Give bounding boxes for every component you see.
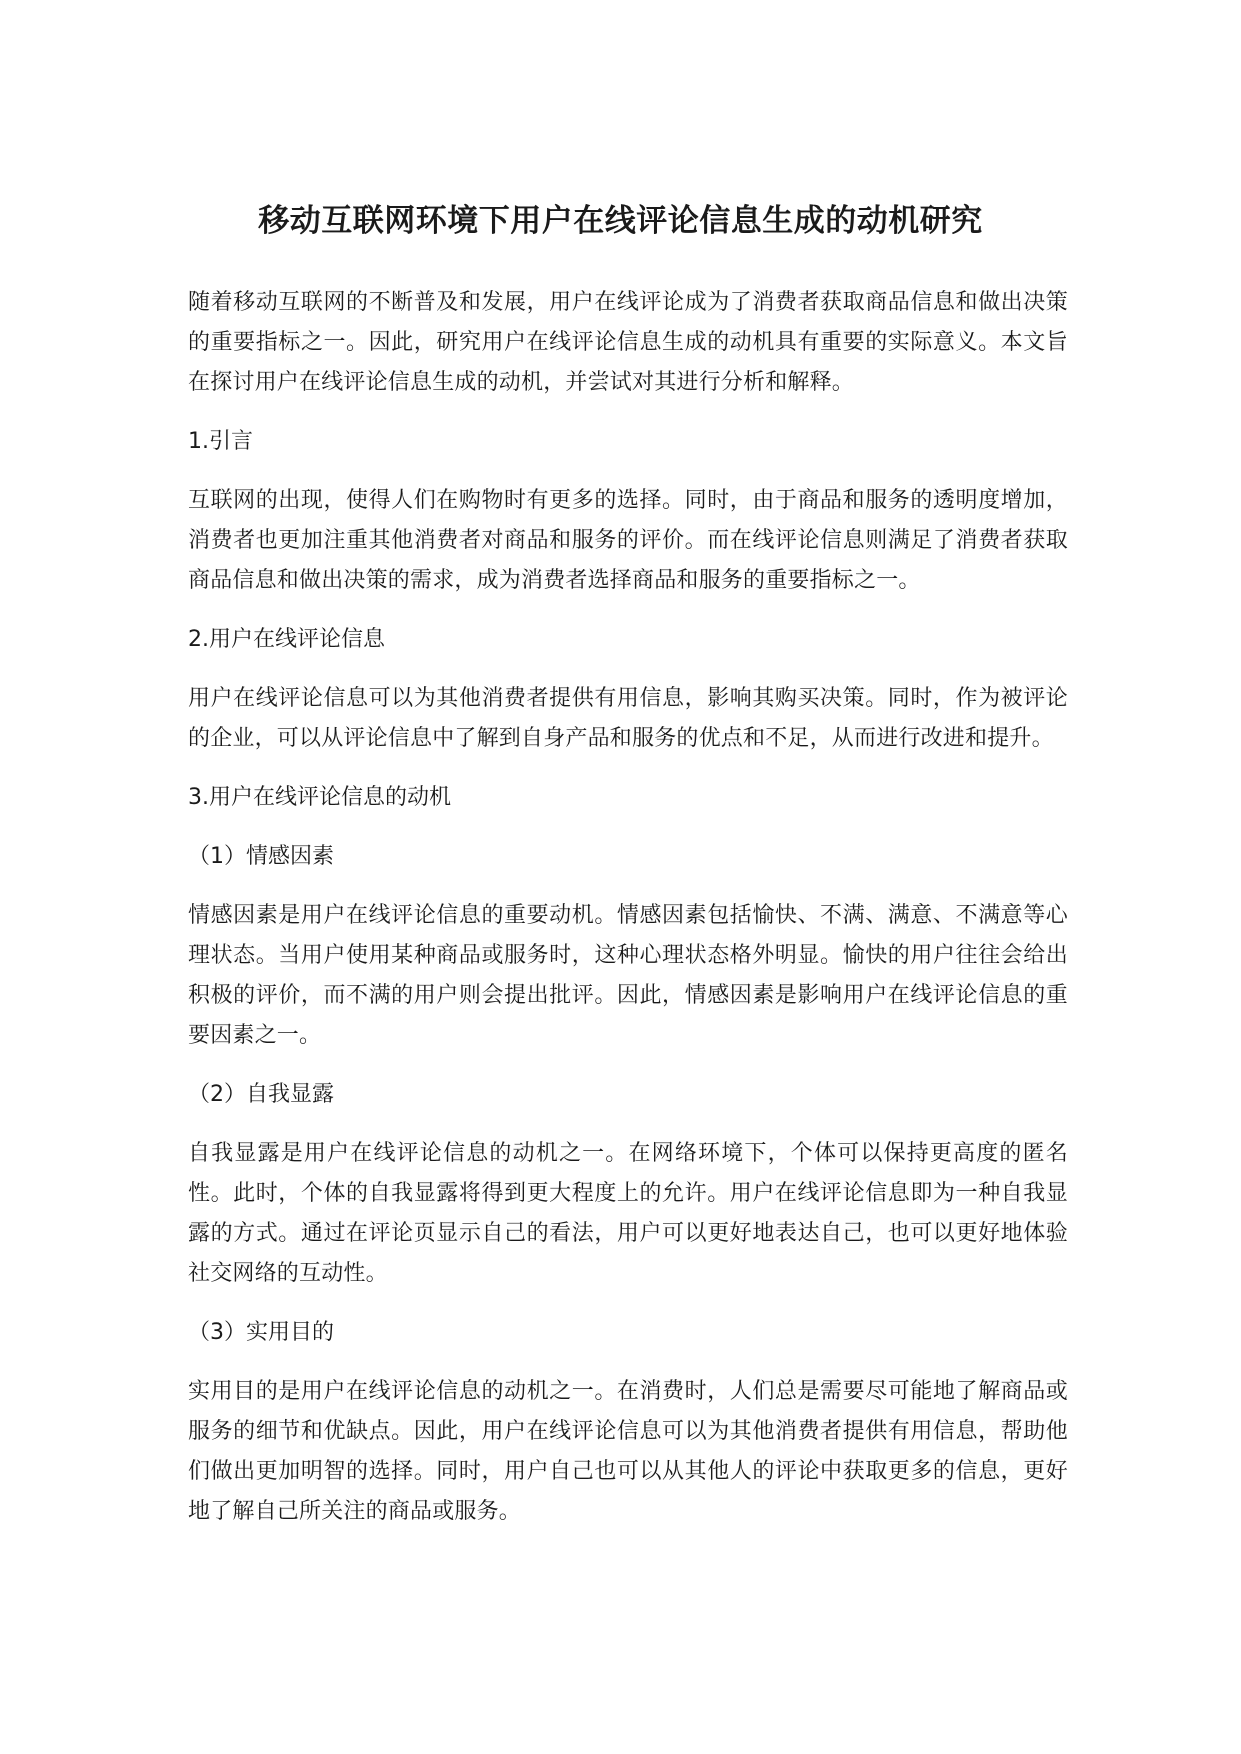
subsection-heading-emotional-factors: （1）情感因素 — [188, 844, 334, 869]
subsection-paragraph-practical-purpose: 实用目的是用户在线评论信息的动机之一。在消费时，人们总是需要尽可能地了解商品或服务的细节和优缺点。因此，用户在线评论信息可以为其他消费者提供有用信息，帮助他们做出更加明智的选择。同时，用户自己也可以从其他人的评论中获取更多的信息，更好地了解自己所关注的商品或服务。 — [188, 1379, 1068, 1524]
subsection-heading-self-disclosure: （2）自我显露 — [188, 1082, 334, 1107]
intro-paragraph: 随着移动互联网的不断普及和发展，用户在线评论成为了消费者获取商品信息和做出决策的重要指标之一。因此，研究用户在线评论信息生成的动机具有重要的实际意义。本文旨在探讨用户在线评论信息生成的动机，并尝试对其进行分析和解释。 — [188, 290, 1068, 395]
section-heading-motivations: 3.用户在线评论信息的动机 — [188, 785, 451, 810]
subsection-paragraph-self-disclosure: 自我显露是用户在线评论信息的动机之一。在网络环境下，个体可以保持更高度的匿名性。此时，个体的自我显露将得到更大程度上的允许。用户在线评论信息即为一种自我显露的方式。通过在评论页显示自己的看法，用户可以更好地表达自己，也可以更好地体验社交网络的互动性。 — [188, 1141, 1068, 1286]
subsection-paragraph-emotional-factors: 情感因素是用户在线评论信息的重要动机。情感因素包括愉快、不满、满意、不满意等心理状态。当用户使用某种商品或服务时，这种心理状态格外明显。愉快的用户往往会给出积极的评价，而不满的用户则会提出批评。因此，情感因素是影响用户在线评论信息的重要因素之一。 — [188, 903, 1068, 1048]
section-heading-introduction: 1.引言 — [188, 429, 253, 454]
section-paragraph-introduction: 互联网的出现，使得人们在购物时有更多的选择。同时，由于商品和服务的透明度增加，消费者也更加注重其他消费者对商品和服务的评价。而在线评论信息则满足了消费者获取商品信息和做出决策的需求，成为消费者选择商品和服务的重要指标之一。 — [188, 488, 1068, 593]
section-heading-online-reviews: 2.用户在线评论信息 — [188, 627, 385, 652]
section-paragraph-online-reviews: 用户在线评论信息可以为其他消费者提供有用信息，影响其购买决策。同时，作为被评论的企业，可以从评论信息中了解到自身产品和服务的优点和不足，从而进行改进和提升。 — [188, 686, 1068, 751]
document-body — [188, 283, 1068, 1551]
document-title: 移动互联网环境下用户在线评论信息生成的动机研究 — [258, 202, 983, 239]
subsection-heading-practical-purpose: （3）实用目的 — [188, 1320, 334, 1345]
